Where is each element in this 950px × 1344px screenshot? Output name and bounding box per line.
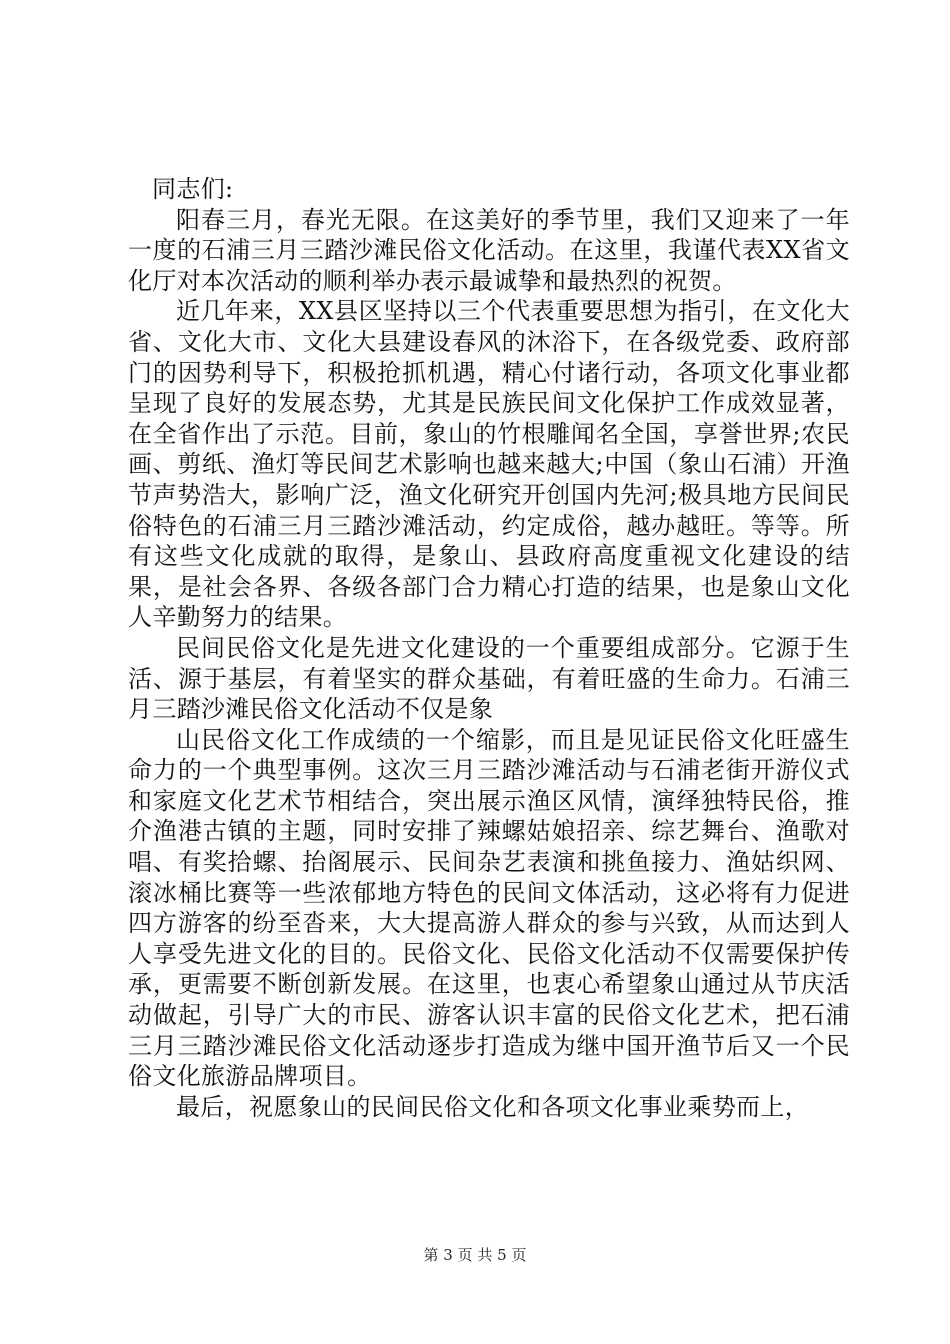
page-number-footer: 第 3 页 共 5 页 [423, 1246, 527, 1264]
greeting-line: 同志们: [152, 175, 234, 203]
paragraph-opening: 阳春三月，春光无限。在这美好的季节里，我们又迎来了一年一度的石浦三月三踏沙滩民俗文化活动。在这里，我谨代表XX省文化厅对本次活动的顺利举办表示最诚挚和最热烈的祝贺。 [128, 205, 850, 295]
document-body [128, 174, 850, 1122]
paragraph-achievements: 近几年来，XX县区坚持以三个代表重要思想为指引，在文化大省、文化大市、文化大县建设春风的沐浴下，在各级党委、政府部门的因势利导下，积极抢抓机遇，精心付诸行动，各项文化事业都呈现了良好的发展态势，尤其是民族民间文化保护工作成效显著，在全省作出了示范。目前，象山的竹根雕闻名全国，享誉世界;农民画、剪纸、渔灯等民间艺术影响也越来越大;中国（象山石浦）开渔节声势浩大，影响广泛，渔文化研究开创国内先河;极具地方民间民俗特色的石浦三月三踏沙滩活动，约定成俗，越办越旺。等等。所有这些文化成就的取得，是象山、县政府高度重视文化建设的结果，是社会各界、各级各部门合力精心打造的结果，也是象山文化人辛勤努力的结果。 [128, 297, 850, 632]
paragraph-closing: 最后，祝愿象山的民间民俗文化和各项文化事业乘势而上， [176, 1092, 810, 1121]
paragraph-folk-culture: 民间民俗文化是先进文化建设的一个重要组成部分。它源于生活、源于基层，有着坚实的群众基础，有着旺盛的生命力。石浦三月三踏沙滩民俗文化活动不仅是象 [128, 633, 850, 724]
paragraph-activity-details: 山民俗文化工作成绩的一个缩影，而且是见证民俗文化旺盛生命力的一个典型事例。这次三月三踏沙滩活动与石浦老街开游仪式和家庭文化艺术节相结合，突出展示渔区风情，演绎独特民俗，推介渔港古镇的主题，同时安排了辣螺姑娘招亲、综艺舞台、渔歌对唱、有奖拾螺、抬阁展示、民间杂艺表演和挑鱼接力、渔姑织网、滚冰桶比赛等一些浓郁地方特色的民间文体活动，这必将有力促进四方游客的纷至沓来，大大提高游人群众的参与兴致，从而达到人人享受先进文化的目的。民俗文化、民俗文化活动不仅需要保护传承，更需要不断创新发展。在这里，也衷心希望象山通过从节庆活动做起，引导广大的市民、游客认识丰富的民俗文化艺术，把石浦三月三踏沙滩民俗文化活动逐步打造成为继中国开渔节后又一个民俗文化旅游品牌项目。 [128, 725, 850, 1091]
